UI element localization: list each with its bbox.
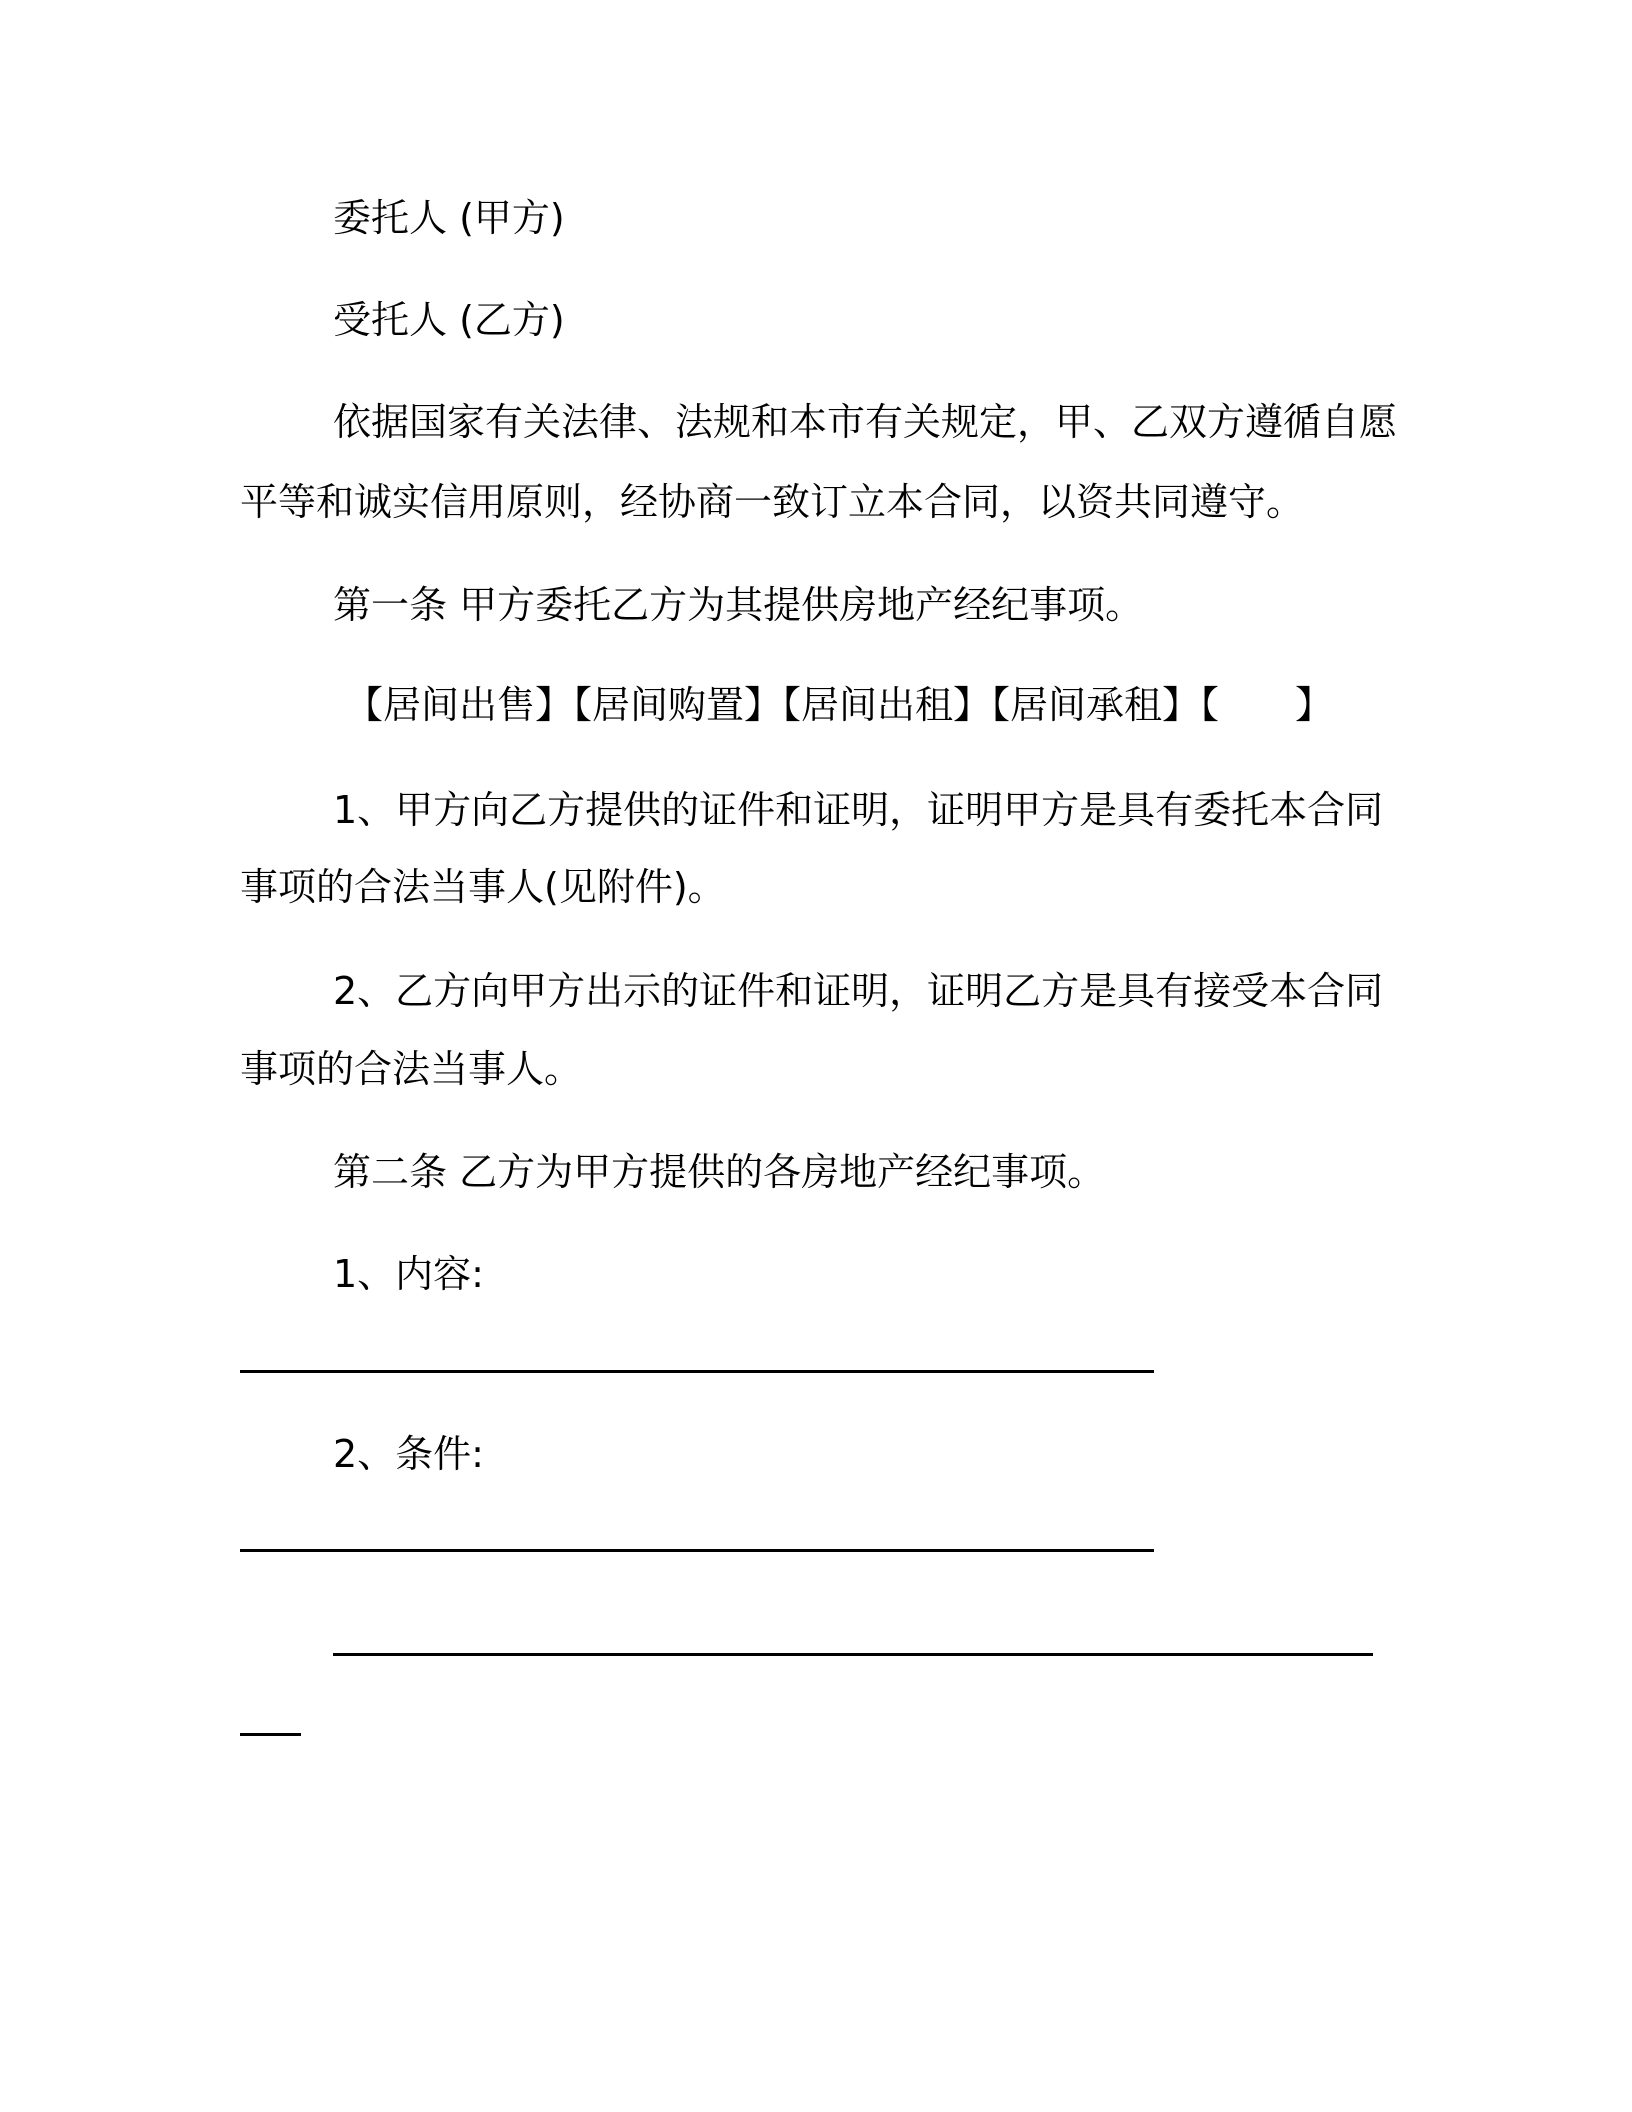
preamble-line-1: 依据国家有关法律、法规和本市有关规定，甲、乙双方遵循自愿 (333, 400, 1398, 444)
content-fill-line (240, 1370, 1154, 1373)
article-1-clause-1-line-1: 1、甲方向乙方提供的证件和证明，证明甲方是具有委托本合同 (333, 788, 1384, 832)
article-1-clause-1-line-2: 事项的合法当事人(见附件)。 (240, 865, 726, 909)
condition-fill-line-1 (240, 1549, 1154, 1552)
article-2-item-2-label: 2、条件: (333, 1432, 484, 1476)
preamble-line-2: 平等和诚实信用原则，经协商一致订立本合同，以资共同遵守。 (240, 480, 1305, 524)
article-1-clause-2-line-2: 事项的合法当事人。 (240, 1047, 583, 1091)
article-2-heading: 第二条 乙方为甲方提供的各房地产经纪事项。 (333, 1150, 1106, 1194)
principal-label: 委托人 (甲方) (333, 196, 565, 240)
condition-fill-line-2 (333, 1653, 1373, 1656)
article-1-heading: 第一条 甲方委托乙方为其提供房地产经纪事项。 (333, 583, 1144, 627)
article-2-item-1-label: 1、内容: (333, 1252, 484, 1296)
condition-fill-line-2-continuation (240, 1733, 301, 1736)
article-1-options: 【居间出售】【居间购置】【居间出租】【居间承租】【 】 (345, 683, 1334, 727)
article-1-clause-2-line-1: 2、乙方向甲方出示的证件和证明，证明乙方是具有接受本合同 (333, 969, 1384, 1013)
agent-label: 受托人 (乙方) (333, 298, 565, 342)
